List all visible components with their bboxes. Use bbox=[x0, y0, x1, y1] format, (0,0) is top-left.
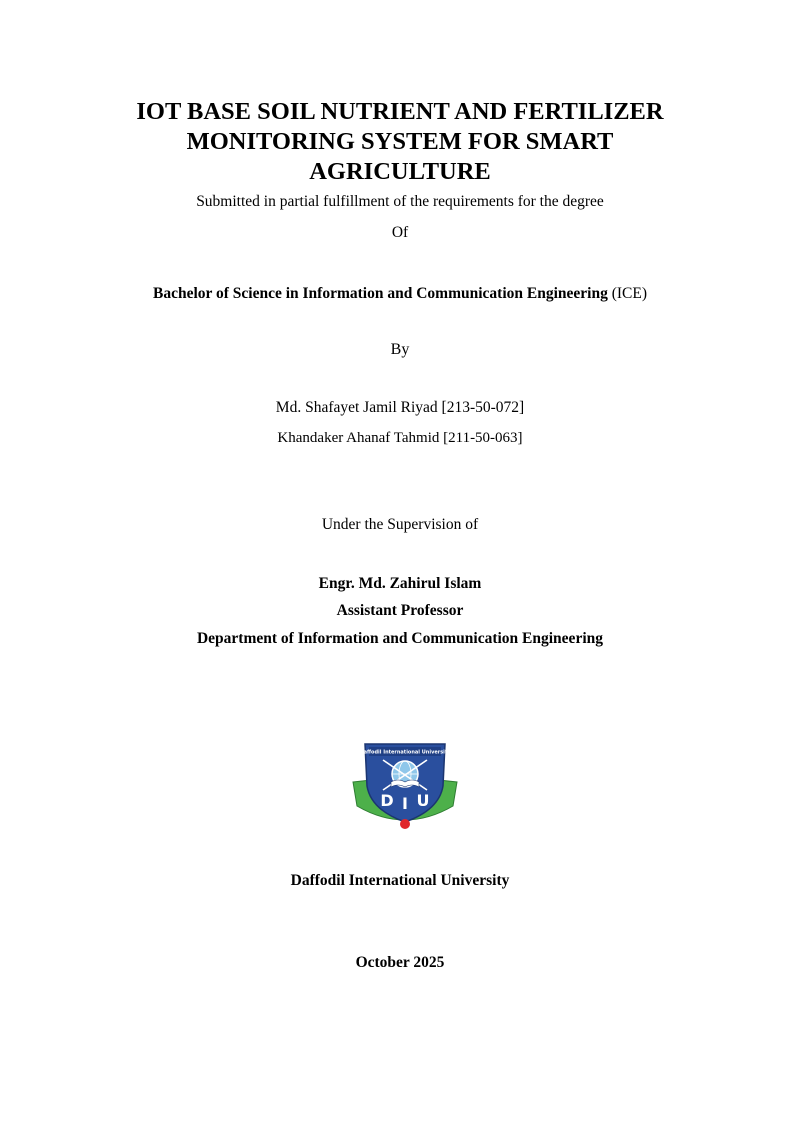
supervisor-department: Department of Information and Communication Engineering bbox=[196, 630, 603, 647]
degree-abbreviation: (ICE) bbox=[611, 285, 647, 302]
submission-date: October 2025 bbox=[355, 954, 445, 971]
logo-banner-text: Daffodil International University bbox=[359, 749, 451, 756]
logo-red-dot bbox=[400, 819, 410, 829]
of-label: Of bbox=[391, 224, 409, 241]
supervisor-designation: Assistant Professor bbox=[336, 602, 464, 619]
logo-letter-u: U bbox=[416, 791, 430, 810]
degree-line bbox=[0, 285, 800, 303]
by-label: By bbox=[390, 341, 410, 358]
university-logo bbox=[349, 738, 461, 832]
title-line-3: AGRICULTURE bbox=[309, 158, 491, 185]
title-line-1: IOT BASE SOIL NUTRIENT AND FERTILIZER bbox=[136, 98, 664, 125]
diu-logo-emblem bbox=[349, 738, 461, 832]
supervision-label: Under the Supervision of bbox=[321, 516, 479, 533]
title-line-2: MONITORING SYSTEM FOR SMART bbox=[186, 128, 614, 155]
author-2: Khandaker Ahanaf Tahmid [211-50-063] bbox=[277, 430, 523, 446]
logo-letter-d: D bbox=[380, 791, 394, 810]
logo-letter-i: I bbox=[402, 794, 408, 813]
submission-statement: Submitted in partial fulfillment of the requirements for the degree bbox=[196, 193, 604, 210]
author-1: Md. Shafayet Jamil Riyad [213-50-072] bbox=[275, 399, 525, 416]
supervisor-name: Engr. Md. Zahirul Islam bbox=[318, 575, 482, 592]
university-name: Daffodil International University bbox=[290, 872, 510, 889]
degree-name: Bachelor of Science in Information and Communication Engineering bbox=[153, 285, 608, 302]
